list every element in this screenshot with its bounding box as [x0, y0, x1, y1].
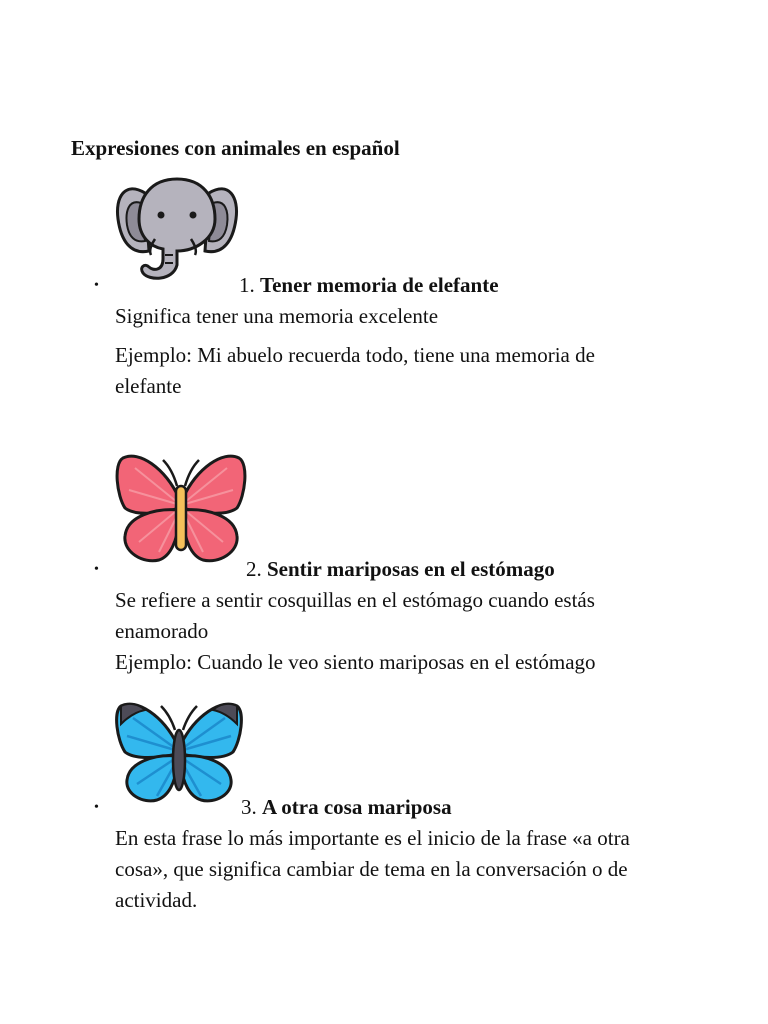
list-bullet: • — [94, 562, 99, 577]
blue-butterfly-icon — [115, 700, 243, 804]
expression-description — [115, 585, 675, 678]
page-title: Expresiones con animales en español — [71, 136, 400, 160]
expression-description — [115, 823, 675, 916]
expression-heading — [239, 271, 499, 299]
list-bullet: • — [94, 278, 99, 293]
expression-heading — [246, 555, 555, 583]
expression-example: Ejemplo: Cuando le veo siento mariposas en el estómago — [115, 650, 596, 674]
elephant-icon — [115, 175, 239, 287]
expression-number: 3. — [241, 795, 257, 819]
expression-meaning: Se refiere a sentir cosquillas en el estómago cuando estás enamorado — [115, 588, 595, 643]
expression-title: Tener memoria de elefante — [260, 273, 499, 297]
pink-butterfly-icon — [115, 452, 247, 564]
expression-title: A otra cosa mariposa — [262, 795, 452, 819]
list-bullet: • — [94, 800, 99, 815]
expression-number: 1. — [239, 273, 255, 297]
expression-description — [115, 301, 675, 402]
expression-meaning: En esta frase lo más importante es el inicio de la frase «a otra cosa», que significa cambiar de tema en la conversación o de actividad. — [115, 826, 630, 912]
expression-number: 2. — [246, 557, 262, 581]
expression-meaning: Significa tener una memoria excelente — [115, 304, 439, 328]
expression-title: Sentir mariposas en el estómago — [267, 557, 555, 581]
expression-heading — [241, 793, 452, 821]
expression-example: Ejemplo: Mi abuelo recuerda todo, tiene una memoria de elefante — [115, 343, 595, 398]
